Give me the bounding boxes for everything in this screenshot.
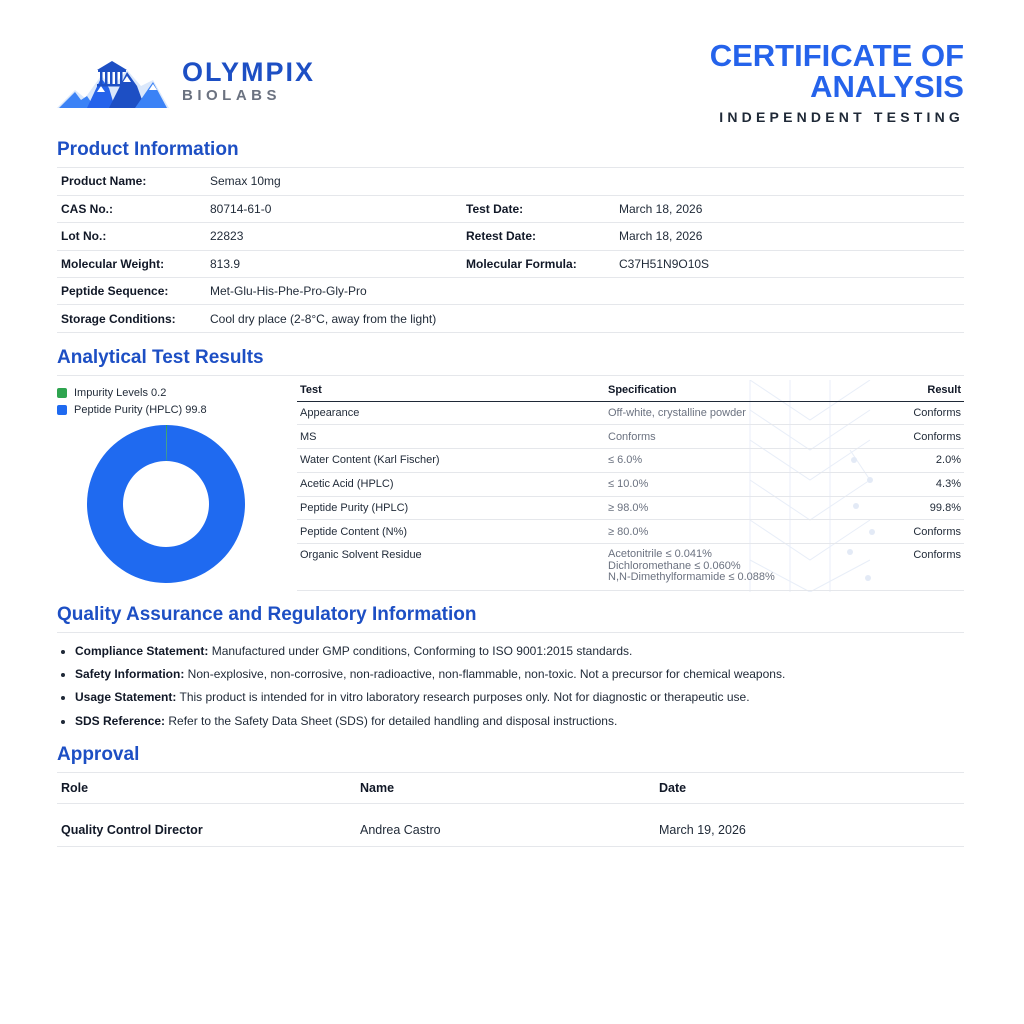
test-name: Appearance [297, 401, 605, 425]
header [57, 40, 964, 130]
test-name: Acetic Acid (HPLC) [297, 472, 605, 496]
test-name: MS [297, 425, 605, 449]
test-date-value: March 18, 2026 [615, 195, 964, 222]
purity-donut-chart [86, 424, 246, 584]
qa-item-label: Safety Information: [75, 667, 185, 682]
table-row [57, 223, 964, 250]
qa-item-label: Usage Statement: [75, 690, 177, 705]
approval-title: Approval [57, 744, 140, 765]
certificate-subtitle: INDEPENDENT TESTING [719, 109, 964, 125]
quality-assurance-title: Quality Assurance and Regulatory Information [57, 604, 477, 625]
brand-name: OLYMPIX [182, 57, 316, 87]
table-row [57, 250, 964, 277]
certificate-heading [710, 40, 964, 125]
qa-item-text: Manufactured under GMP conditions, Conforming to ISO 9001:2015 standards. [208, 644, 633, 658]
test-result: Conforms [825, 401, 964, 425]
column-header-role: Role [57, 773, 356, 803]
table-row [57, 803, 964, 846]
peptide-sequence-value: Met-Glu-His-Phe-Pro-Gly-Pro [206, 278, 964, 305]
chart-legend [57, 384, 207, 418]
column-header-test: Test [297, 380, 605, 401]
cas-label: CAS No.: [57, 195, 206, 222]
test-result: Conforms [825, 425, 964, 449]
certificate-title-line1: CERTIFICATE OF [709, 38, 964, 73]
legend-label: Impurity Levels 0.2 [74, 386, 167, 399]
table-row [297, 472, 964, 496]
lot-label: Lot No.: [57, 223, 206, 250]
column-header-name: Name [356, 773, 655, 803]
approver-name: Andrea Castro [356, 803, 655, 846]
test-specification: ≤ 10.0% [605, 472, 825, 496]
qa-list [75, 643, 955, 736]
test-name: Peptide Content (N%) [297, 520, 605, 544]
test-specification: Off-white, crystalline powder [605, 401, 825, 425]
test-result: 2.0% [825, 449, 964, 473]
cas-value: 80714-61-0 [206, 195, 462, 222]
test-date-label: Test Date: [462, 195, 615, 222]
table-row [57, 305, 964, 332]
storage-conditions-value: Cool dry place (2-8°C, away from the light) [206, 305, 964, 332]
qa-item-label: Compliance Statement: [75, 644, 209, 658]
test-result: Conforms [825, 544, 964, 591]
test-name: Peptide Purity (HPLC) [297, 496, 605, 520]
test-name: Water Content (Karl Fischer) [297, 449, 605, 473]
retest-date-value: March 18, 2026 [615, 223, 964, 250]
column-header-result: Result [825, 380, 964, 401]
legend-swatch [57, 405, 67, 415]
qa-item-text: Refer to the Safety Data Sheet (SDS) for detailed handling and disposal instructions. [165, 713, 618, 728]
qa-item-text: Non-explosive, non-corrosive, non-radioactive, non-flammable, non-toxic. Not a precursor for chemical weapons. [184, 667, 786, 682]
table-header-row [297, 380, 964, 401]
legend-item-impurity [57, 384, 207, 401]
product-name-value: Semax 10mg [206, 168, 462, 195]
approval-table [57, 773, 964, 847]
analytical-results-title: Analytical Test Results [57, 347, 264, 368]
table-row [297, 401, 964, 425]
legend-item-purity [57, 401, 207, 418]
column-header-date: Date [655, 773, 964, 803]
spec-line: Acetonitrile ≤ 0.041% [608, 548, 712, 561]
test-result: Conforms [825, 520, 964, 544]
approver-role: Quality Control Director [57, 803, 356, 846]
qa-item-label: SDS Reference: [75, 713, 166, 728]
table-row [297, 449, 964, 473]
molecular-weight-value: 813.9 [206, 250, 462, 277]
qa-item-text: This product is intended for in vitro laboratory research purposes only. Not for diagnostic or therapeutic use. [176, 690, 750, 705]
table-row [297, 544, 964, 591]
test-result: 4.3% [825, 472, 964, 496]
molecular-weight-label: Molecular Weight: [57, 250, 206, 277]
table-row [297, 520, 964, 544]
analytical-results-table [297, 380, 964, 591]
molecular-formula-value: C37H51N9O10S [615, 250, 964, 277]
divider [57, 632, 964, 633]
molecular-formula-label: Molecular Formula: [462, 250, 615, 277]
certificate-title-line2: ANALYSIS [810, 69, 964, 104]
table-row [57, 278, 964, 305]
table-header-row [57, 773, 964, 803]
peptide-sequence-label: Peptide Sequence: [57, 278, 206, 305]
storage-conditions-label: Storage Conditions: [57, 305, 206, 332]
list-item [75, 713, 955, 736]
test-specification: ≤ 6.0% [605, 449, 825, 473]
column-header-specification: Specification [605, 380, 825, 401]
table-row [297, 496, 964, 520]
brand [182, 58, 315, 105]
test-specification: ≥ 80.0% [605, 520, 825, 544]
table-row [57, 168, 964, 195]
table-row [297, 425, 964, 449]
approval-date: March 19, 2026 [655, 803, 964, 846]
retest-date-label: Retest Date: [462, 223, 615, 250]
divider [57, 375, 964, 376]
spec-line: Dichloromethane ≤ 0.060% [608, 559, 741, 572]
list-item [75, 666, 955, 689]
donut-slice-1 [87, 425, 245, 583]
test-specification: Conforms [605, 425, 825, 449]
lot-value: 22823 [206, 223, 462, 250]
product-info-table [57, 168, 964, 333]
test-result: 99.8% [825, 496, 964, 520]
legend-label: Peptide Purity (HPLC) 99.8 [74, 403, 207, 416]
test-specification [605, 544, 825, 591]
list-item [75, 643, 955, 666]
product-name-label: Product Name: [57, 168, 206, 195]
table-row [57, 195, 964, 222]
brand-subtitle: BIOLABS [182, 87, 281, 104]
list-item [75, 689, 955, 712]
product-information-title: Product Information [57, 139, 239, 160]
test-specification: ≥ 98.0% [605, 496, 825, 520]
spec-line: N,N-Dimethylformamide ≤ 0.088% [608, 571, 775, 584]
legend-swatch [57, 388, 67, 398]
test-name: Organic Solvent Residue [297, 544, 605, 591]
mountain-temple-logo-icon [57, 56, 169, 112]
